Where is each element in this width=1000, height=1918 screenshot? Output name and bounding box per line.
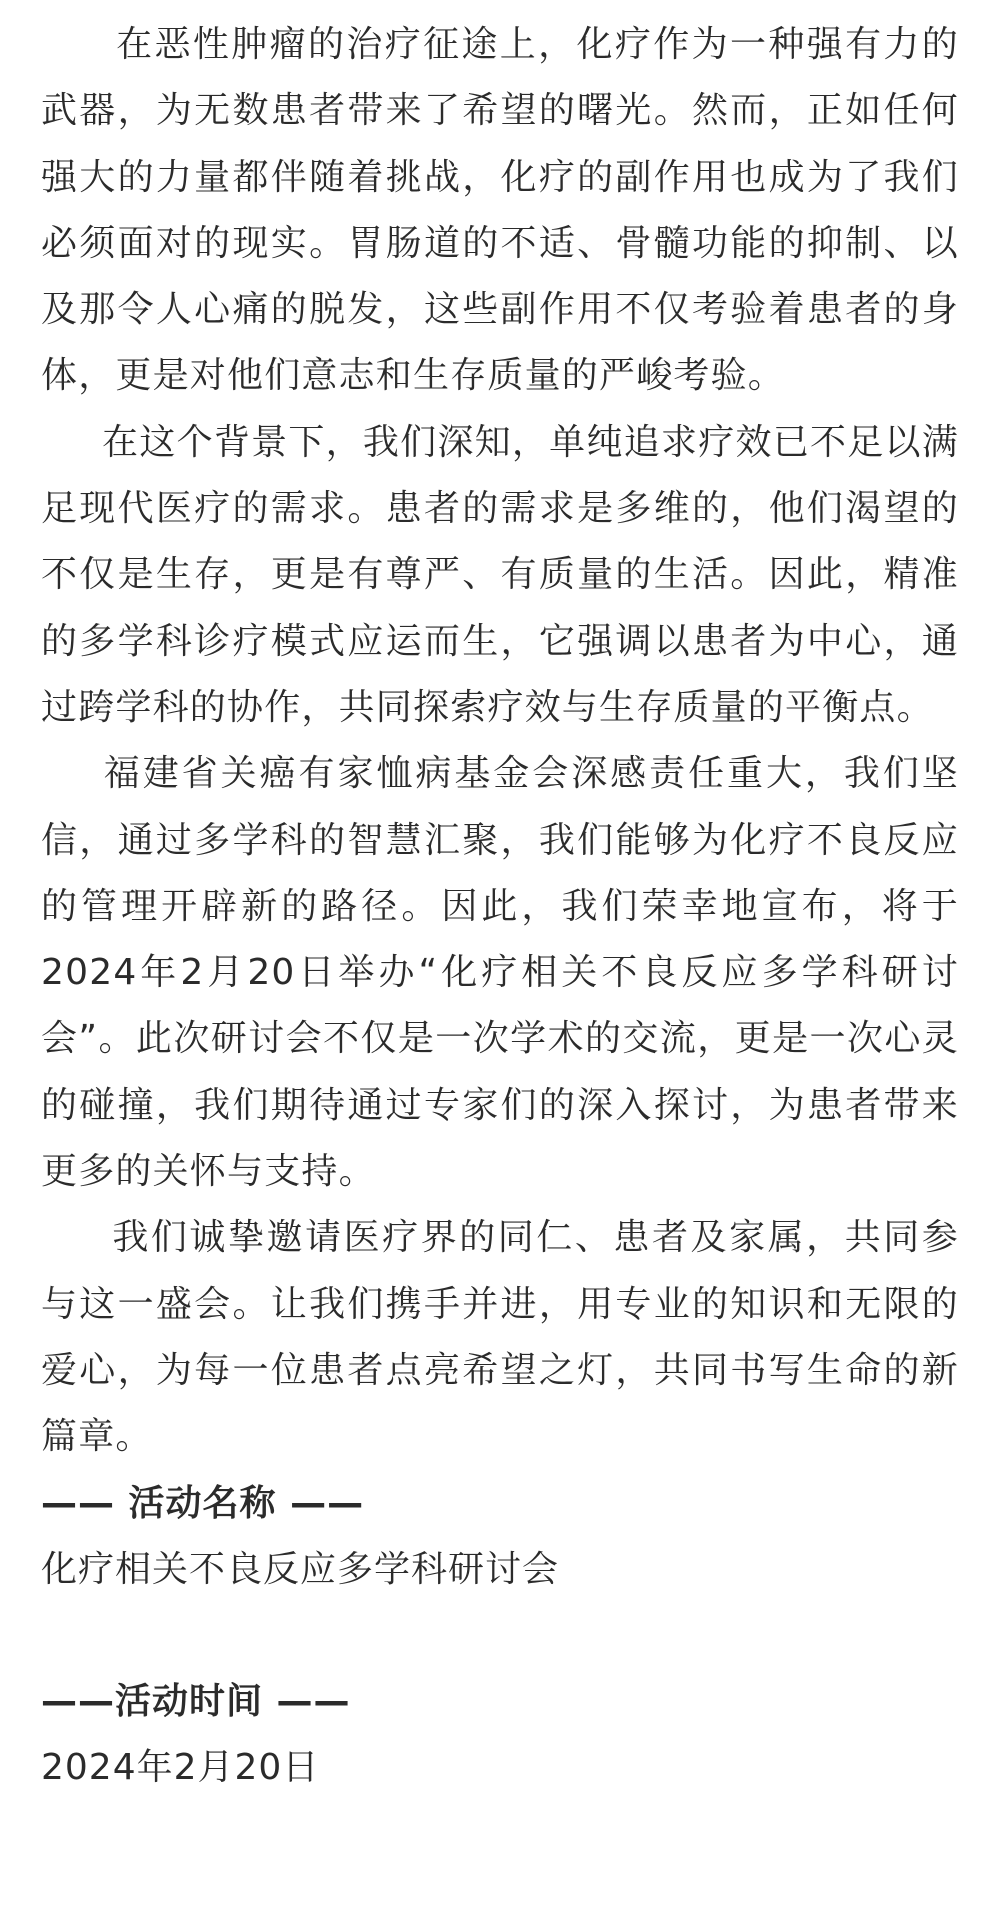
article-body xyxy=(41,12,959,1801)
event-time-heading: ——活动时间 —— xyxy=(41,1680,351,1722)
paragraph-invitation-text: 我们诚挚邀请医疗界的同仁、患者及家属，共同参与这一盛会。让我们携手并进，用专业的知识和无限的爱心，为每一位患者点亮希望之灯，共同书写生命的新篇章。 xyxy=(41,1217,959,1458)
paragraph-announcement xyxy=(41,741,959,1205)
paragraph-intro xyxy=(41,12,959,410)
paragraph-intro-text: 在恶性肿瘤的治疗征途上，化疗作为一种强有力的武器，为无数患者带来了希望的曙光。然而，正如任何强大的力量都伴随着挑战，化疗的副作用也成为了我们必须面对的现实。胃肠道的不适、骨髓功能的抑制、以及那令人心痛的脱发，这些副作用不仅考验着患者的身体，更是对他们意志和生存质量的严峻考验。 xyxy=(41,24,959,397)
event-time-value: 2024年2月20日 xyxy=(41,1746,320,1788)
paragraph-background-text: 在这个背景下，我们深知，单纯追求疗效已不足以满足现代医疗的需求。患者的需求是多维的，他们渴望的不仅是生存，更是有尊严、有质量的生活。因此，精准的多学科诊疗模式应运而生，它强调以患者为中心，通过跨学科的协作，共同探索疗效与生存质量的平衡点。 xyxy=(41,421,959,728)
event-name-value: 化疗相关不良反应多学科研讨会 xyxy=(41,1548,560,1590)
paragraph-invitation xyxy=(41,1205,959,1470)
event-name-heading: —— 活动名称 —— xyxy=(41,1482,365,1524)
paragraph-announcement-text: 福建省关癌有家恤病基金会深感责任重大，我们坚信，通过多学科的智慧汇聚，我们能够为化疗不良反应的管理开辟新的路径。因此，我们荣幸地宣布，将于2024年2月20日举办“化疗相关不良反应多学科研讨会”。此次研讨会不仅是一次学术的交流，更是一次心灵的碰撞，我们期待通过专家们的深入探讨，为患者带来更多的关怀与支持。 xyxy=(41,753,959,1193)
paragraph-background xyxy=(41,410,959,741)
section-spacer xyxy=(41,1603,959,1669)
